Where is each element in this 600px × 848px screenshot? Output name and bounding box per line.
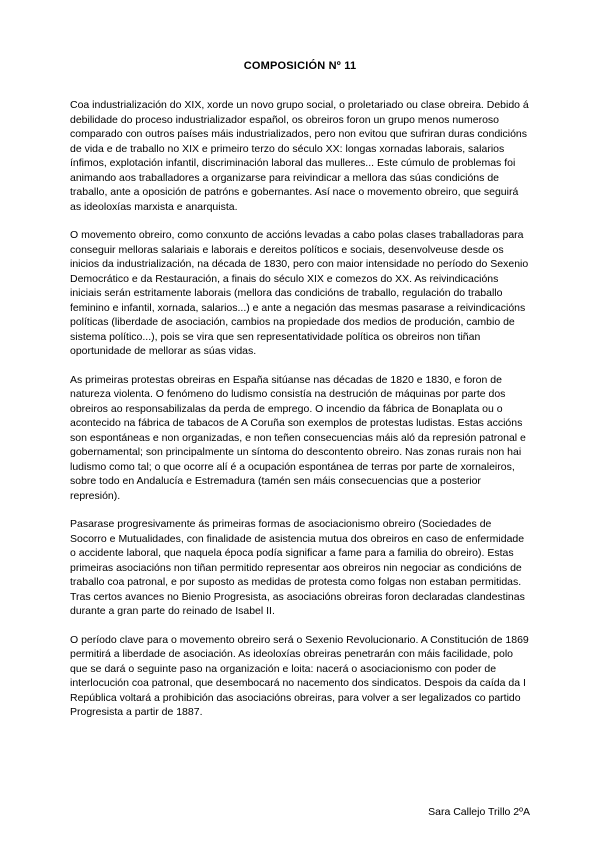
paragraph: O movemento obreiro, como conxunto de accións levadas a cabo polas clases traballadoras para conseguir melloras salariais e laborais e dereitos políticos e sociais, desenvolveuse desde os inicios da industrialización, na década de 1830, pero con maior intensidade no período do Sexenio Democrático e da Restauración, a finais do século XIX e comezos do XX. As reivindicacións iniciais serán estritamente laborais (mellora das condicións de traballo, regulación do traballo feminino e infantil, xornada, salarios...) e ante a negación das mesmas pasarase a reivindicacións políticas (liberdade de asociación, cambios na propiedade dos medios de produción, cambio de sistema político...), pois se vira que sen representatividade política os obreiros non tiñan oportunidade de mellorar as súas vidas. bbox=[70, 229, 529, 357]
document-title: COMPOSICIÓN Nº 11 bbox=[243, 60, 357, 72]
paragraph: O período clave para o movemento obreiro será o Sexenio Revolucionario. A Constitución de 1869 permitirá a liberdade de asociación. As ideoloxías obreiras penetrarán con máis facilidade, polo que se dará o seguinte paso na organización e loita: nacerá o asociacionismo con poder de interlocución coa patronal, que desembocará no nacemento dos sindicatos. Despois da caída da I República voltará a prohibición das asociacións obreiras, para volver a ser legalizados co partido Progresista a partir de 1887. bbox=[70, 633, 529, 718]
paragraph: Coa industrialización do XIX, xorde un novo grupo social, o proletariado ou clase obreira. Debido á debilidade do proceso industrializador español, os obreiros foron un grupo menos numeroso comparado con outros países máis industrializados, pero non evitou que sufriran duras condicións de vida e de traballo no XIX e primeiro terzo do século XX: longas xornadas laborais, salarios ínfimos, explotación infantil, discriminación laboral das mulleres... Este cúmulo de problemas foi animando aos traballadores a organizarse para reivindicar a mellora das súas condicións de traballo, ante a oposición de patróns e gobernantes. Así nace o movemento obreiro, que seguirá as ideoloxías marxista e anarquista. bbox=[70, 99, 529, 213]
author-signature: Sara Callejo Trillo 2ºA bbox=[428, 806, 530, 818]
paragraph: As primeiras protestas obreiras en España sitúanse nas décadas de 1820 e 1830, e foron de natureza violenta. O fenómeno do ludismo consistía na destrución de máquinas por parte dos obreiros ao responsabilizalas da perda de emprego. O incendio da fábrica de Bonaplata ou o acontecido na fábrica de tabacos de A Coruña son exemplos de protestas ludistas. Estas accións son espontáneas e non organizadas, e non teñen consecuencias máis aló da represión patronal e gobernamental; son principalmente un síntoma do descontento obreiro. Nas zonas rurais non hai ludismo como tal; o que ocorre alí é a ocupación espontánea de terras por parte de xornaleiros, sobre todo en Andalucía e Estremadura (tamén sen máis consecuencias que a posterior represión). bbox=[70, 373, 526, 502]
paragraphs-container bbox=[70, 98, 530, 720]
paragraph: Pasarase progresivamente ás primeiras formas de asociacionismo obreiro (Sociedades de Socorro e Mutualidades, con finalidade de asistencia mutua dos obreiros en caso de enfermidade o accidente laboral, que naquela época podía significar a fame para a familia do obreiro). Estas primeiras asociacións non tiñan permitido representar aos obreiros nin negociar as condicións de traballo coa patronal, e por suposto as medidas de protesta como folgas non estaban permitidas. Tras certos avances no Bienio Progresista, as asociacións obreiras foron declaradas clandestinas durante a gran parte do reinado de Isabel II. bbox=[70, 518, 525, 617]
